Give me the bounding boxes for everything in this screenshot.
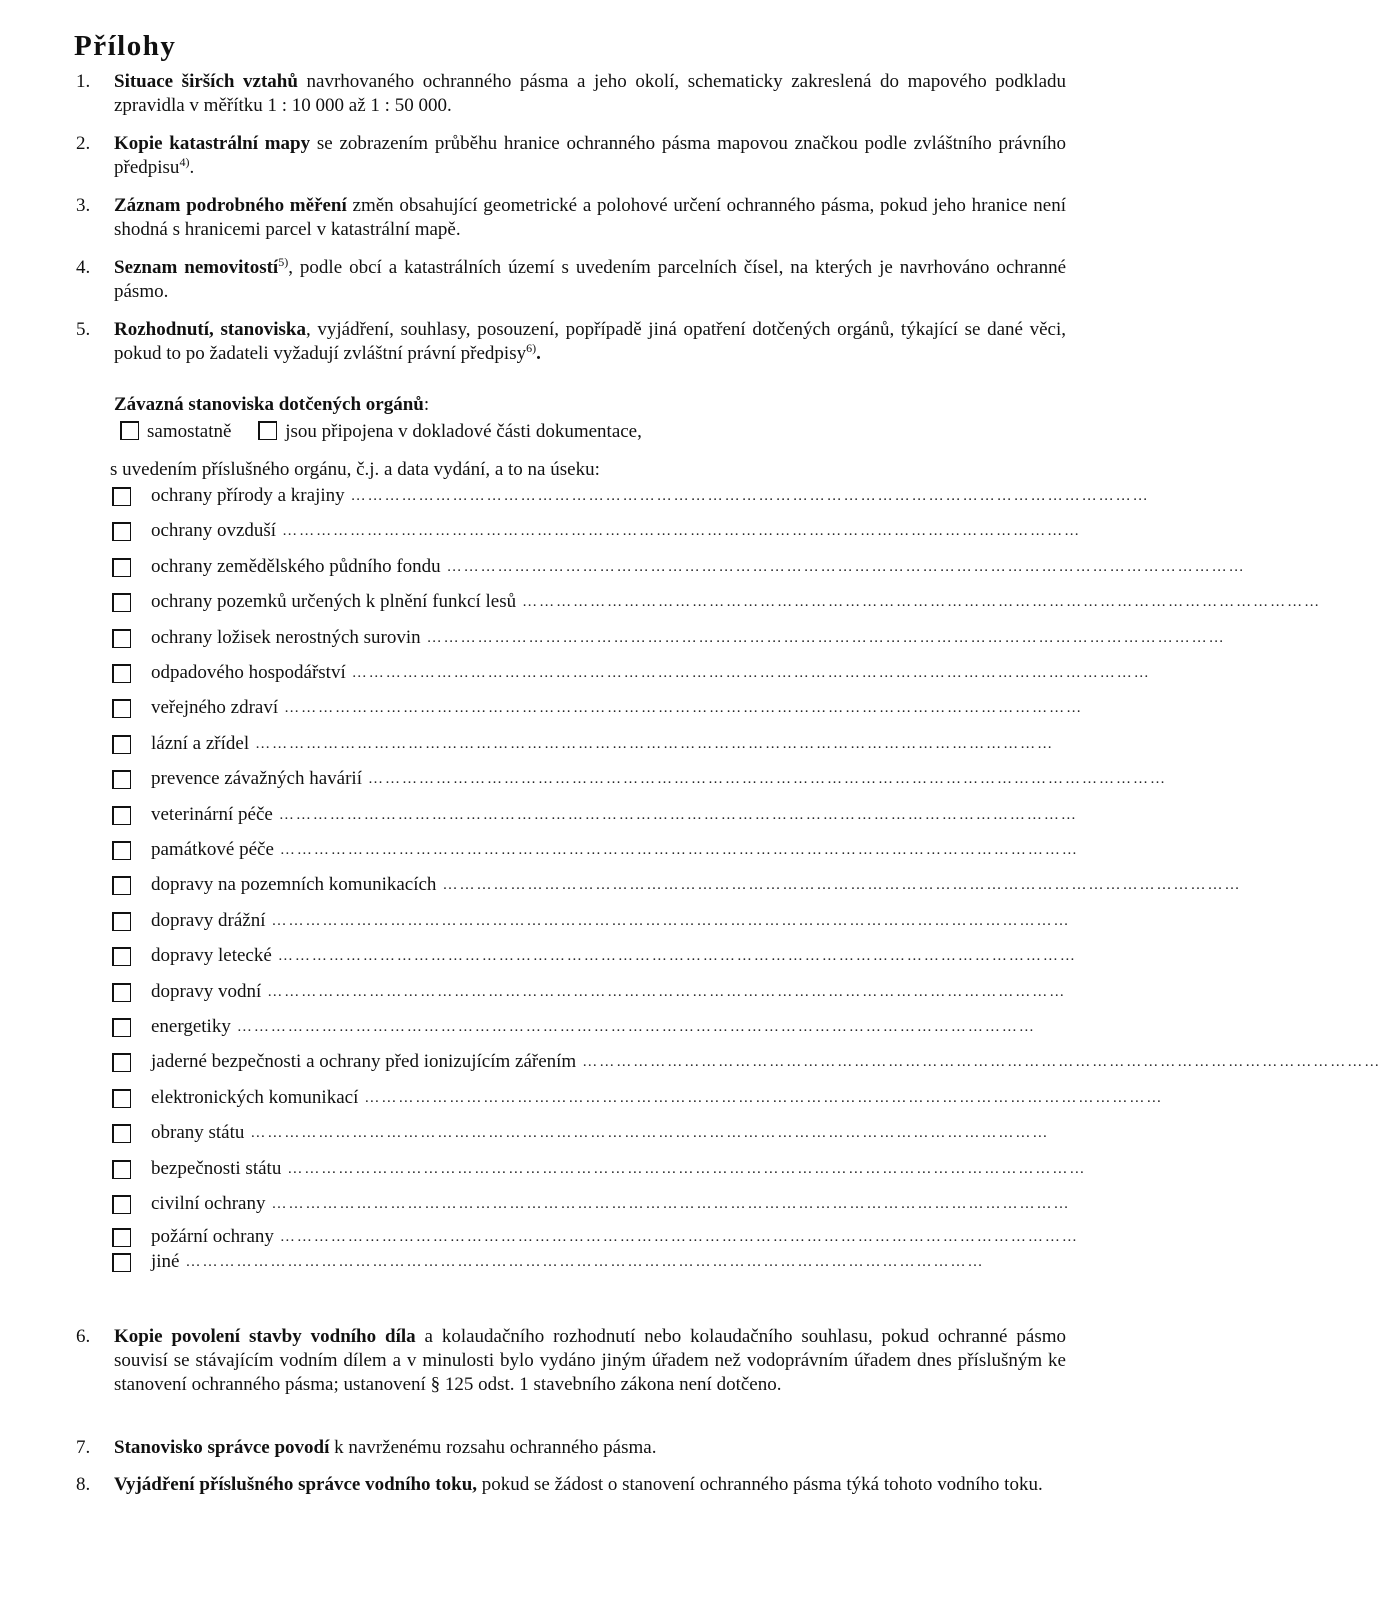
item-number: 2. bbox=[76, 133, 91, 154]
item-number: 8. bbox=[76, 1474, 91, 1495]
attachment-item-1 bbox=[76, 70, 1066, 118]
organ-row bbox=[112, 696, 1084, 720]
option-label: jsou připojena v dokladové části dokumentace, bbox=[285, 421, 642, 442]
page-title: Přílohy bbox=[74, 30, 177, 62]
option-attached-in-documentation[interactable] bbox=[258, 420, 642, 444]
item-title: Rozhodnutí, stanoviska bbox=[114, 319, 306, 340]
fill-in-leader[interactable]: …………………………………………………………………………………………………………………………… bbox=[279, 842, 1079, 858]
item-text-tail: . bbox=[536, 343, 541, 364]
organ-row bbox=[112, 1121, 1072, 1145]
checkbox[interactable] bbox=[112, 735, 131, 754]
checkbox[interactable] bbox=[112, 841, 131, 860]
organ-label: elektronických komunikací bbox=[151, 1087, 359, 1108]
checkbox[interactable] bbox=[112, 1018, 131, 1037]
checkbox[interactable] bbox=[112, 947, 131, 966]
organ-row bbox=[112, 909, 1072, 933]
checkbox[interactable] bbox=[120, 421, 139, 440]
checkbox[interactable] bbox=[112, 629, 131, 648]
checkbox[interactable] bbox=[112, 522, 131, 541]
fill-in-leader[interactable]: …………………………………………………………………………………………………………………………… bbox=[287, 1161, 1087, 1177]
attachment-item-6 bbox=[76, 1325, 1066, 1397]
item-text: změn obsahující geometrické a polohové určení ochranného pásma, pokud jeho hranice není shodná s hranicemi parcel v katastrální mapě. bbox=[114, 195, 1066, 240]
item-text: se zobrazením průběhu hranice ochranného pásma mapovou značkou podle zvláštního právního předpisu bbox=[114, 133, 1066, 178]
footnote-ref: 5) bbox=[278, 255, 289, 269]
fill-in-leader[interactable]: …………………………………………………………………………………………………………………………… bbox=[367, 771, 1167, 787]
organ-row bbox=[112, 1225, 1079, 1249]
checkbox[interactable] bbox=[112, 558, 131, 577]
item-text: k navrženému rozsahu ochranného pásma. bbox=[329, 1437, 657, 1458]
organ-row bbox=[112, 555, 1246, 579]
footnote-ref: 4) bbox=[179, 155, 190, 169]
fill-in-leader[interactable]: …………………………………………………………………………………………………………………………… bbox=[446, 559, 1246, 575]
organ-row bbox=[112, 1250, 1072, 1274]
organ-label: bezpečnosti státu bbox=[151, 1158, 282, 1179]
fill-in-leader[interactable]: …………………………………………………………………………………………………………………………… bbox=[442, 877, 1242, 893]
fill-in-leader[interactable]: …………………………………………………………………………………………………………………………… bbox=[267, 984, 1067, 1000]
organ-label: ochrany ovzduší bbox=[151, 520, 277, 541]
organ-label: lázní a zřídel bbox=[151, 733, 250, 754]
item-number: 4. bbox=[76, 257, 91, 278]
checkbox[interactable] bbox=[112, 1195, 131, 1214]
fill-in-leader[interactable]: …………………………………………………………………………………………………………………………… bbox=[582, 1054, 1381, 1070]
item-title: Kopie katastrální mapy bbox=[114, 133, 311, 154]
item-text-tail: . bbox=[189, 157, 195, 178]
heading-text: Závazná stanoviska dotčených orgánů bbox=[114, 394, 424, 415]
organ-row bbox=[112, 590, 1322, 614]
fill-in-leader[interactable]: …………………………………………………………………………………………………………………………… bbox=[351, 665, 1151, 681]
organ-row bbox=[112, 944, 1077, 968]
fill-in-leader[interactable]: …………………………………………………………………………………………………………………………… bbox=[185, 1254, 985, 1270]
fill-in-leader[interactable]: …………………………………………………………………………………………………………………………… bbox=[364, 1090, 1164, 1106]
item-title: Záznam podrobného měření bbox=[114, 195, 347, 216]
organ-row bbox=[112, 1157, 1087, 1181]
checkbox[interactable] bbox=[112, 1053, 131, 1072]
checkbox[interactable] bbox=[112, 1253, 131, 1272]
fill-in-leader[interactable]: …………………………………………………………………………………………………………………………… bbox=[271, 913, 1071, 929]
item-title: Vyjádření příslušného správce vodního toku, bbox=[114, 1474, 478, 1495]
checkbox[interactable] bbox=[258, 421, 277, 440]
organ-label: ochrany přírody a krajiny bbox=[151, 485, 345, 506]
organ-row bbox=[112, 1050, 1381, 1074]
option-label: samostatně bbox=[147, 421, 232, 442]
organ-label: jiné bbox=[151, 1251, 180, 1272]
fill-in-leader[interactable]: …………………………………………………………………………………………………………………………… bbox=[236, 1019, 1036, 1035]
item-number: 1. bbox=[76, 71, 91, 92]
attachment-item-3 bbox=[76, 194, 1066, 242]
checkbox[interactable] bbox=[112, 983, 131, 1002]
organ-row bbox=[112, 1015, 1072, 1039]
fill-in-leader[interactable]: …………………………………………………………………………………………………………………………… bbox=[277, 948, 1077, 964]
item-text: , vyjádření, souhlasy, posouzení, popřípadě jiná opatření dotčených orgánů, týkající se dané věci, pokud to po žadateli vyžadují zvláštní právní předpisy bbox=[114, 319, 1066, 364]
organ-row bbox=[112, 732, 1072, 756]
heading-suffix: : bbox=[423, 394, 430, 415]
organ-row bbox=[112, 484, 1150, 508]
fill-in-leader[interactable]: …………………………………………………………………………………………………………………………… bbox=[284, 700, 1084, 716]
attachment-item-4 bbox=[76, 256, 1066, 304]
fill-in-leader[interactable]: …………………………………………………………………………………………………………………………… bbox=[282, 523, 1082, 539]
footnote-ref: 6) bbox=[526, 341, 537, 355]
attachment-mode-options bbox=[120, 420, 664, 444]
organ-row bbox=[112, 661, 1151, 685]
organ-label: ochrany zemědělského půdního fondu bbox=[151, 556, 441, 577]
checkbox[interactable] bbox=[112, 1160, 131, 1179]
organ-row bbox=[112, 1086, 1164, 1110]
item-text: , podle obcí a katastrálních území s uvedením parcelních čísel, na kterých je navrhováno ochranné pásmo. bbox=[114, 257, 1066, 302]
item-number: 5. bbox=[76, 319, 91, 340]
attachment-item-2 bbox=[76, 132, 1066, 180]
item-number: 7. bbox=[76, 1437, 91, 1458]
checkbox[interactable] bbox=[112, 912, 131, 931]
fill-in-leader[interactable]: …………………………………………………………………………………………………………………………… bbox=[426, 630, 1226, 646]
binding-opinions-heading bbox=[114, 393, 429, 417]
organ-label: energetiky bbox=[151, 1016, 231, 1037]
fill-in-leader[interactable]: …………………………………………………………………………………………………………………………… bbox=[350, 488, 1150, 504]
fill-in-leader[interactable]: …………………………………………………………………………………………………………………………… bbox=[250, 1125, 1050, 1141]
attachment-item-5 bbox=[76, 318, 1066, 366]
organ-label: obrany státu bbox=[151, 1122, 245, 1143]
organ-label: veterinární péče bbox=[151, 804, 273, 825]
option-separately[interactable] bbox=[120, 420, 231, 444]
fill-in-leader[interactable]: …………………………………………………………………………………………………………………………… bbox=[271, 1196, 1071, 1212]
organ-row bbox=[112, 519, 1082, 543]
attachment-item-8 bbox=[76, 1473, 1066, 1497]
organ-label: dopravy na pozemních komunikacích bbox=[151, 874, 437, 895]
organ-row bbox=[112, 873, 1242, 897]
checkbox[interactable] bbox=[112, 876, 131, 895]
organ-label: veřejného zdraví bbox=[151, 697, 279, 718]
organ-row bbox=[112, 767, 1167, 791]
item-text: navrhovaného ochranného pásma a jeho okolí, schematicky zakreslená do mapového podkladu zpravidla v měřítku 1 : 10 000 až 1 : 50 000. bbox=[114, 71, 1067, 116]
organ-row bbox=[112, 1192, 1072, 1216]
item-title: Seznam nemovitostí bbox=[114, 257, 279, 278]
organ-label: požární ochrany bbox=[151, 1226, 274, 1247]
item-number: 3. bbox=[76, 195, 91, 216]
organ-label: ochrany ložisek nerostných surovin bbox=[151, 627, 421, 648]
organ-label: dopravy vodní bbox=[151, 981, 262, 1002]
organ-row bbox=[112, 980, 1072, 1004]
organ-row bbox=[112, 626, 1226, 650]
checkbox[interactable] bbox=[112, 487, 131, 506]
organ-row bbox=[112, 803, 1078, 827]
checkbox[interactable] bbox=[112, 1228, 131, 1247]
organ-label: dopravy drážní bbox=[151, 910, 266, 931]
checkbox[interactable] bbox=[112, 664, 131, 683]
organ-label: dopravy letecké bbox=[151, 945, 272, 966]
organ-label: odpadového hospodářství bbox=[151, 662, 346, 683]
item-text: pokud se žádost o stanovení ochranného pásma týká tohoto vodního toku. bbox=[477, 1474, 1043, 1495]
organ-label: ochrany pozemků určených k plnění funkcí lesů bbox=[151, 591, 517, 612]
organ-label: prevence závažných havárií bbox=[151, 768, 362, 789]
item-number: 6. bbox=[76, 1326, 91, 1347]
item-title: Kopie povolení stavby vodního díla bbox=[114, 1326, 416, 1347]
attachment-item-7 bbox=[76, 1436, 1066, 1460]
checkbox[interactable] bbox=[112, 806, 131, 825]
checkbox[interactable] bbox=[112, 593, 131, 612]
organ-row bbox=[112, 838, 1079, 862]
fill-in-leader[interactable]: …………………………………………………………………………………………………………………………… bbox=[522, 594, 1322, 610]
checkbox[interactable] bbox=[112, 770, 131, 789]
fill-in-leader[interactable]: …………………………………………………………………………………………………………………………… bbox=[278, 807, 1078, 823]
item-title: Situace širších vztahů bbox=[114, 71, 298, 92]
organ-label: jaderné bezpečnosti a ochrany před ionizujícím zářením bbox=[151, 1051, 577, 1072]
checkbox[interactable] bbox=[112, 699, 131, 718]
organ-label: civilní ochrany bbox=[151, 1193, 266, 1214]
organs-intro: s uvedením příslušného orgánu, č.j. a data vydání, a to na úseku: bbox=[110, 459, 600, 480]
checkbox[interactable] bbox=[112, 1089, 131, 1108]
checkbox[interactable] bbox=[112, 1124, 131, 1143]
organ-label: památkové péče bbox=[151, 839, 274, 860]
fill-in-leader[interactable]: …………………………………………………………………………………………………………………………… bbox=[279, 1229, 1079, 1245]
item-title: Stanovisko správce povodí bbox=[114, 1437, 330, 1458]
item-text: a kolaudačního rozhodnutí nebo kolaudačního souhlasu, pokud ochranné pásmo souvisí se stávajícím vodním dílem a v minulosti bylo vydáno jiným úřadem než vodoprávním úřadem dnes příslušným ke stanovení ochranného pásma; ustanovení § 125 odst. 1 stavebního zákona není dotčeno. bbox=[114, 1326, 1066, 1395]
fill-in-leader[interactable]: …………………………………………………………………………………………………………………………… bbox=[255, 736, 1055, 752]
